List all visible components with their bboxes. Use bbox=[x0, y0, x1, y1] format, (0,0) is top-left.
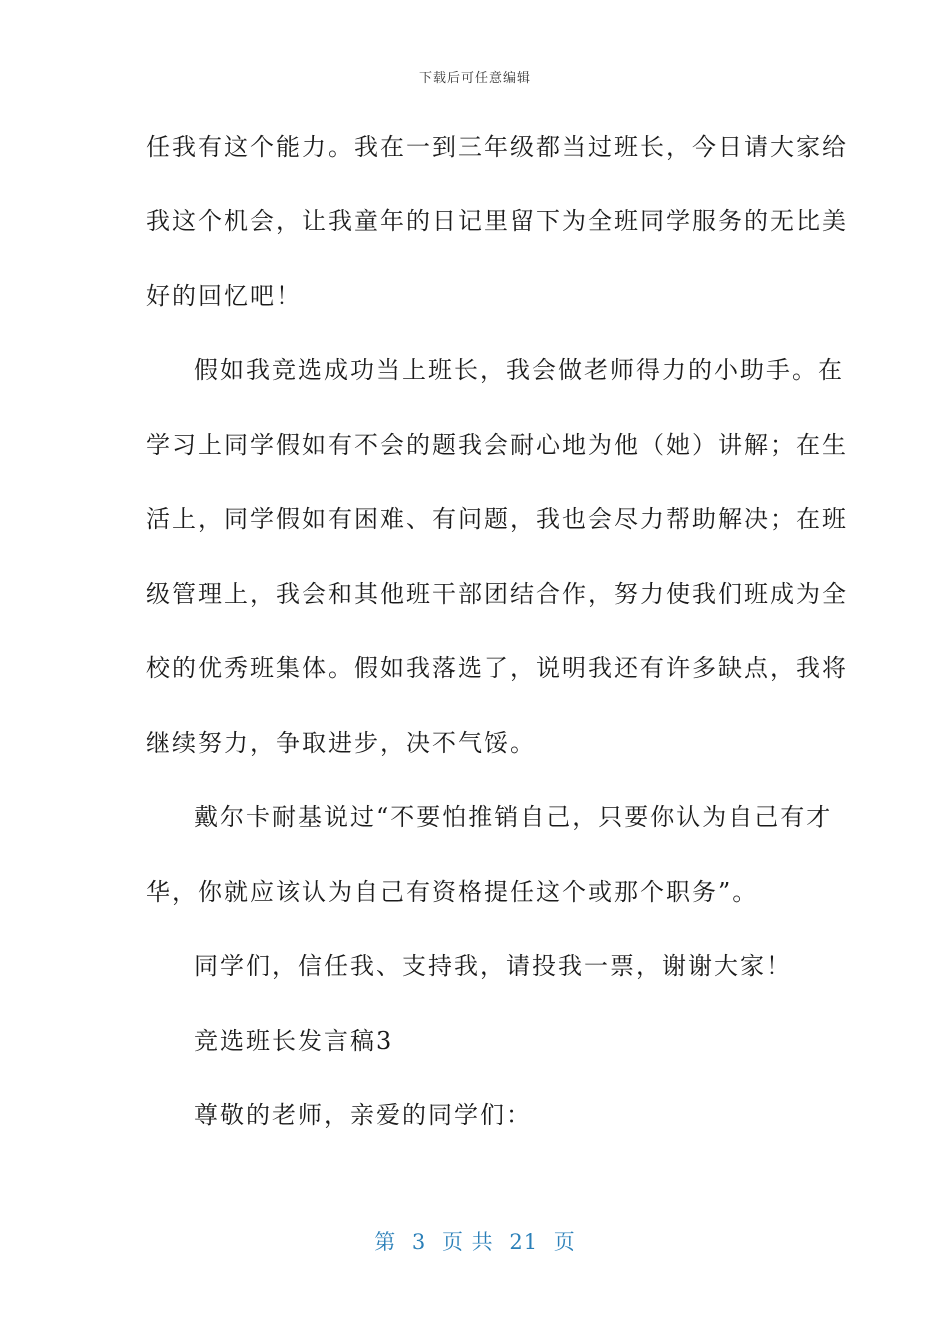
footer-prefix: 第 bbox=[374, 1230, 397, 1254]
footer-suffix: 页 bbox=[553, 1230, 576, 1254]
paragraph-first-line: 戴尔卡耐基说过“不要怕推销自己，只要你认为自己有才 bbox=[194, 803, 833, 831]
page-footer bbox=[0, 1226, 950, 1256]
text-line: 级管理上，我会和其他班干部团结合作，努力使我们班成为全 bbox=[146, 580, 848, 608]
text-line: 好的回忆吧！ bbox=[146, 282, 302, 310]
text-line: 继续努力，争取进步，决不气馁。 bbox=[146, 729, 536, 757]
current-page-number: 3 bbox=[411, 1230, 427, 1254]
page-header-note: 下载后可任意编辑 bbox=[418, 71, 531, 86]
text-line: 华，你就应该认为自己有资格提任这个或那个职务”。 bbox=[146, 878, 759, 906]
text-line: 学习上同学假如有不会的题我会耐心地为他（她）讲解；在生 bbox=[146, 431, 848, 459]
text-line: 任我有这个能力。我在一到三年级都当过班长，今日请大家给 bbox=[146, 133, 848, 161]
salutation: 尊敬的老师，亲爱的同学们： bbox=[194, 1101, 532, 1129]
section-heading: 竞选班长发言稿3 bbox=[194, 1027, 394, 1055]
text-line: 我这个机会，让我童年的日记里留下为全班同学服务的无比美 bbox=[146, 207, 848, 235]
text-line: 活上，同学假如有困难、有问题，我也会尽力帮助解决；在班 bbox=[146, 505, 848, 533]
total-page-count: 21 bbox=[509, 1230, 539, 1254]
text-line: 校的优秀班集体。假如我落选了，说明我还有许多缺点，我将 bbox=[146, 654, 848, 682]
paragraph-first-line: 同学们，信任我、支持我，请投我一票，谢谢大家！ bbox=[194, 952, 792, 980]
footer-mid: 页 共 bbox=[441, 1230, 494, 1254]
paragraph-first-line: 假如我竞选成功当上班长，我会做老师得力的小助手。在 bbox=[194, 356, 844, 384]
